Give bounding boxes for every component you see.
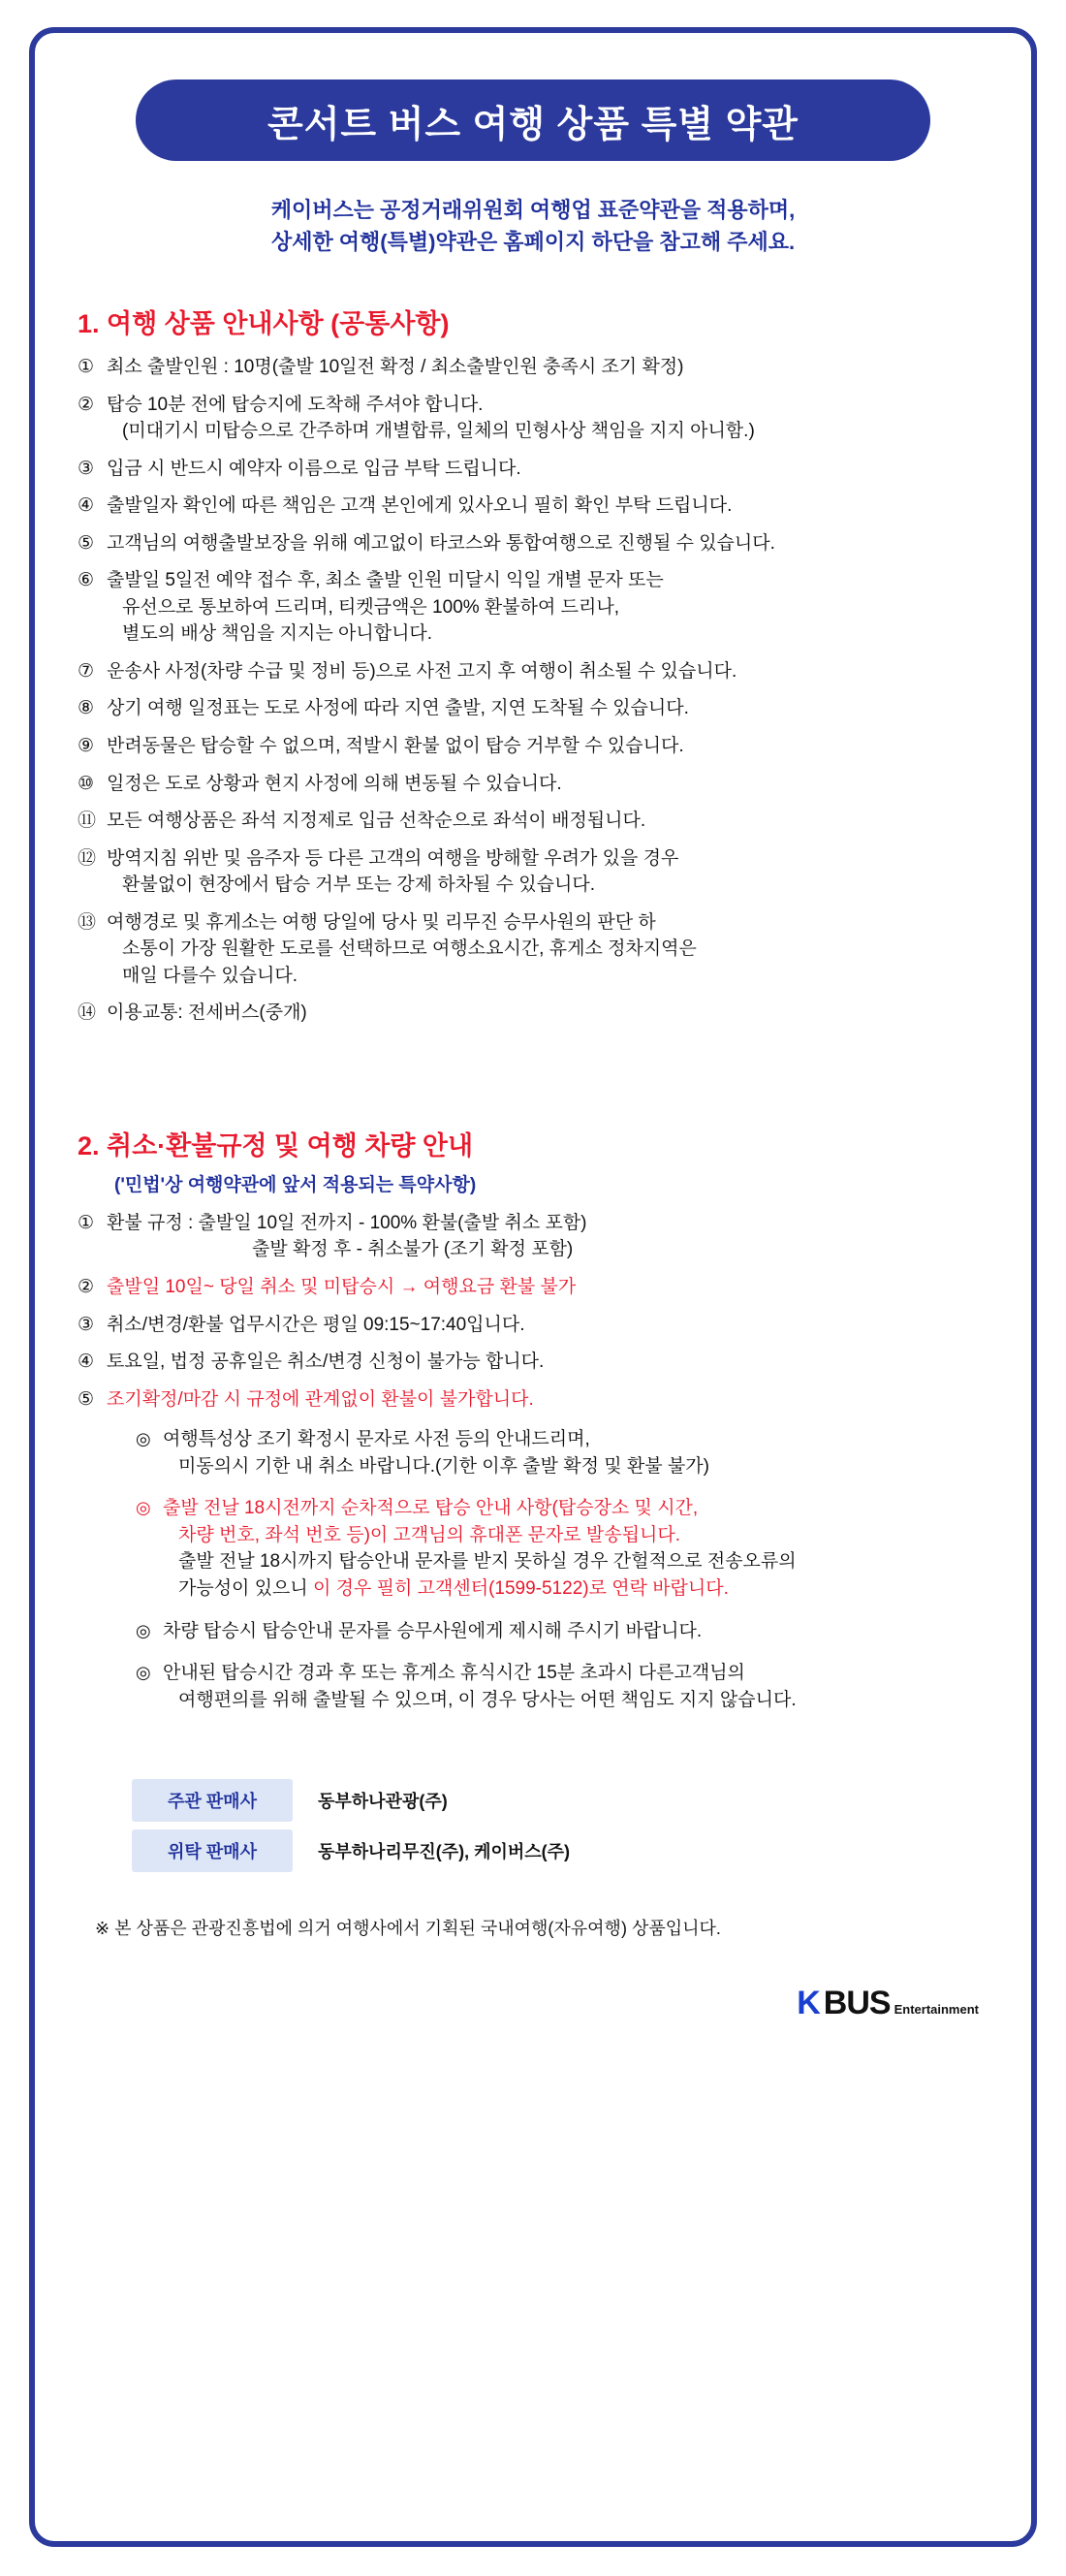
logo-group (797, 1985, 979, 2022)
diamond-icon: ◎ (136, 1498, 151, 1518)
item-line: 방역지침 위반 및 음주자 등 다른 고객의 여행을 방해할 우려가 있을 경우 (107, 847, 679, 869)
note-body (163, 1660, 988, 1713)
note-line: 여행특성상 조기 확정시 문자로 사전 등의 안내드리며, (163, 1429, 590, 1450)
item-line: 소통이 가장 원활한 도로를 선택하므로 여행소요시간, 휴게소 정차지역은 (122, 938, 697, 960)
section-2-subheading: ('민법'상 여행약관에 앞서 적용되는 특약사항) (114, 1174, 477, 1195)
note-line: 미동의시 기한 내 취소 바랍니다.(기한 이후 출발 확정 및 환불 불가) (178, 1455, 709, 1477)
item-line: 입금 시 반드시 예약자 이름으로 입금 부탁 드립니다. (107, 458, 521, 479)
list-item (78, 1274, 988, 1301)
item-body (107, 354, 988, 381)
item-line: 환불 규정 : 출발일 10일 전까지 - 100% 환불(출발 취소 포함) (107, 1212, 587, 1233)
note-item (136, 1660, 988, 1713)
item-line: 모든 여행상품은 좌석 지정제로 입금 선착순으로 좌석이 배정됩니다. (107, 811, 646, 832)
note-line: 안내된 탑승시간 경과 후 또는 휴게소 휴식시간 15분 초과시 다른고객님의 (163, 1663, 745, 1684)
item-body (107, 845, 988, 899)
item-line: (미대기시 미탑승으로 간주하며 개별합류, 일체의 민형사상 책임을 지지 아니함.) (122, 421, 755, 442)
note-item (136, 1426, 988, 1479)
item-marker: ③ (78, 1314, 95, 1335)
item-body (107, 733, 988, 760)
item-body (107, 695, 988, 722)
item-line: 탑승 10분 전에 탑승지에 도착해 주셔야 합니다. (107, 394, 484, 415)
note-line-prefix: 가능성이 있으니 (178, 1577, 314, 1599)
note-line-mixed (163, 1575, 988, 1603)
section-spacer (78, 1037, 988, 1080)
item-marker: ② (78, 1277, 95, 1298)
list-item (78, 456, 988, 483)
item-line: 별도의 배상 책임을 지지는 아니합니다. (122, 623, 433, 645)
seller-name: 동부하나관광(주) (318, 1792, 448, 1812)
logo-wordmark: BUS (823, 1985, 891, 2022)
title-banner (136, 80, 930, 161)
item-line: 출발일 10일~ 당일 취소 및 미탑승시 → 여행요금 환불 불가 (107, 1277, 577, 1298)
list-item (78, 733, 988, 760)
section-1-list (78, 354, 988, 1027)
list-item (78, 1386, 988, 1414)
item-marker: ⑤ (78, 1388, 95, 1410)
item-line: 출발 확정 후 - 취소불가 (조기 확정 포함) (252, 1239, 574, 1260)
note-line: 출발 전날 18시까지 탑승안내 문자를 받지 못하실 경우 간헐적으로 전송오류의 (178, 1551, 797, 1573)
item-body (107, 1386, 988, 1414)
item-line: 토요일, 법정 공휴일은 취소/변경 신청이 불가능 합니다. (107, 1352, 545, 1373)
item-body (107, 1312, 988, 1339)
item-marker: ⑤ (78, 532, 95, 554)
item-line: 출발일자 확인에 따른 책임은 고객 본인에게 있사오니 필히 확인 부탁 드립니다. (107, 495, 733, 517)
item-body (107, 567, 988, 648)
list-item (78, 695, 988, 722)
item-line: 일정은 도로 상황과 현지 사정에 의해 변동될 수 있습니다. (107, 773, 562, 794)
item-line: 상기 여행 일정표는 도로 사정에 따라 지연 출발, 지연 도착될 수 있습니다. (107, 698, 689, 719)
seller-table (132, 1771, 571, 1880)
note-item (136, 1618, 988, 1645)
diamond-icon: ◎ (136, 1663, 151, 1683)
item-body (107, 1210, 988, 1263)
footer-note: ※ 본 상품은 관광진흥법에 의거 여행사에서 기획된 국내여행(자유여행) 상품입니다. (95, 1919, 721, 1939)
list-item (78, 845, 988, 899)
item-marker: ⑩ (78, 773, 95, 794)
item-line: 취소/변경/환불 업무시간은 평일 09:15~17:40입니다. (107, 1314, 525, 1335)
document-frame (29, 27, 1037, 2547)
item-marker: ⑪ (78, 811, 97, 832)
list-item (78, 1349, 988, 1376)
list-item (78, 1312, 988, 1339)
note-line-highlight: 이 경우 필히 고객센터(1599-5122)로 연락 바랍니다. (313, 1577, 729, 1599)
item-marker: ③ (78, 458, 95, 479)
list-item (78, 909, 988, 990)
item-marker: ① (78, 357, 95, 377)
item-line: 환불없이 현장에서 탑승 거부 또는 강제 하차될 수 있습니다. (122, 875, 596, 896)
brand-logo (78, 1985, 988, 2022)
list-item (78, 493, 988, 520)
note-line: 여행편의를 위해 출발될 수 있으며, 이 경우 당사는 어떤 책임도 지지 않습니다. (178, 1689, 797, 1710)
table-row (132, 1829, 571, 1872)
item-line: 유선으로 통보하여 드리며, 티켓금액은 100% 환불하여 드리나, (122, 596, 619, 618)
item-line: 출발일 5일전 예약 접수 후, 최소 출발 인원 미달시 익일 개별 문자 또는 (107, 570, 664, 591)
note-body (163, 1426, 988, 1479)
list-item (78, 658, 988, 685)
diamond-icon: ◎ (136, 1429, 151, 1449)
item-marker: ⑭ (78, 1002, 97, 1024)
note-body (163, 1618, 988, 1645)
item-marker: ④ (78, 495, 95, 517)
item-body (107, 392, 988, 445)
item-body (107, 909, 988, 990)
item-marker: ① (78, 1212, 95, 1233)
list-item (78, 1210, 988, 1263)
section-2-heading: 2. 취소·환불규정 및 여행 차량 안내 (78, 1130, 474, 1161)
item-marker: ⑥ (78, 570, 95, 591)
seller-name: 동부하나리무진(주), 케이버스(주) (318, 1842, 571, 1862)
item-line: 고객님의 여행출발보장을 위해 예고없이 타코스와 통합여행으로 진행될 수 있습니다. (107, 532, 775, 554)
list-item (78, 392, 988, 445)
item-body (107, 1274, 988, 1301)
list-item (78, 808, 988, 835)
subtitle-line-1: 케이버스는 공정거래위원회 여행업 표준약관을 적용하며, (270, 198, 796, 222)
item-body (107, 1349, 988, 1376)
item-body (107, 530, 988, 557)
item-marker: ⑫ (78, 847, 97, 869)
subtitle-block (78, 194, 988, 258)
item-line: 매일 다를수 있습니다. (122, 965, 298, 986)
item-marker: ⑧ (78, 698, 95, 719)
item-marker: ④ (78, 1352, 95, 1373)
section-2-list (78, 1210, 988, 1413)
section-1-heading: 1. 여행 상품 안내사항 (공통사항) (78, 309, 450, 338)
seller-role-label: 주관 판매사 (132, 1779, 293, 1822)
item-body (107, 456, 988, 483)
note-line: 차량 탑승시 탑승안내 문자를 승무사원에게 제시해 주시기 바랍니다. (163, 1620, 703, 1641)
section-2-notes (136, 1426, 988, 1713)
item-marker: ⑦ (78, 660, 95, 682)
subtitle-line-2: 상세한 여행(특별)약관은 홈페이지 하단을 참고해 주세요. (270, 230, 796, 254)
item-line: 여행경로 및 휴게소는 여행 당일에 당사 및 리무진 승무사원의 판단 하 (107, 911, 656, 933)
list-item (78, 354, 988, 381)
note-line: 출발 전날 18시전까지 순차적으로 탑승 안내 사항(탑승장소 및 시간, (163, 1498, 699, 1519)
item-body (107, 493, 988, 520)
logo-k-icon: K (797, 1985, 820, 2022)
page-title: 콘서트 버스 여행 상품 특별 약관 (267, 104, 799, 145)
item-line: 운송사 사정(차량 수급 및 정비 등)으로 사전 고지 후 여행이 취소될 수 있습니다. (107, 660, 737, 682)
diamond-icon: ◎ (136, 1620, 151, 1640)
note-body (163, 1495, 988, 1602)
logo-subtext: Entertainment (894, 2002, 979, 2018)
table-row (132, 1779, 571, 1822)
item-body (107, 1000, 988, 1027)
list-item (78, 530, 988, 557)
item-line: 이용교통: 전세버스(중개) (107, 1002, 307, 1024)
item-line: 조기확정/마감 시 규정에 관계없이 환불이 불가합니다. (107, 1388, 534, 1410)
item-marker: ⑨ (78, 736, 95, 757)
item-body (107, 771, 988, 798)
list-item (78, 1000, 988, 1027)
item-body (107, 808, 988, 835)
item-body (107, 658, 988, 685)
note-item (136, 1495, 988, 1602)
note-line: 차량 번호, 좌석 번호 등)이 고객님의 휴대폰 문자로 발송됩니다. (178, 1524, 680, 1545)
item-line: 반려동물은 탑승할 수 없으며, 적발시 환불 없이 탑승 거부할 수 있습니다. (107, 736, 684, 757)
list-item (78, 567, 988, 648)
seller-role-label: 위탁 판매사 (132, 1829, 293, 1872)
list-item (78, 771, 988, 798)
item-marker: ② (78, 394, 95, 415)
item-line: 최소 출발인원 : 10명(출발 10일전 확정 / 최소출발인원 충족시 조기 확정) (107, 357, 684, 377)
item-marker: ⑬ (78, 911, 97, 933)
